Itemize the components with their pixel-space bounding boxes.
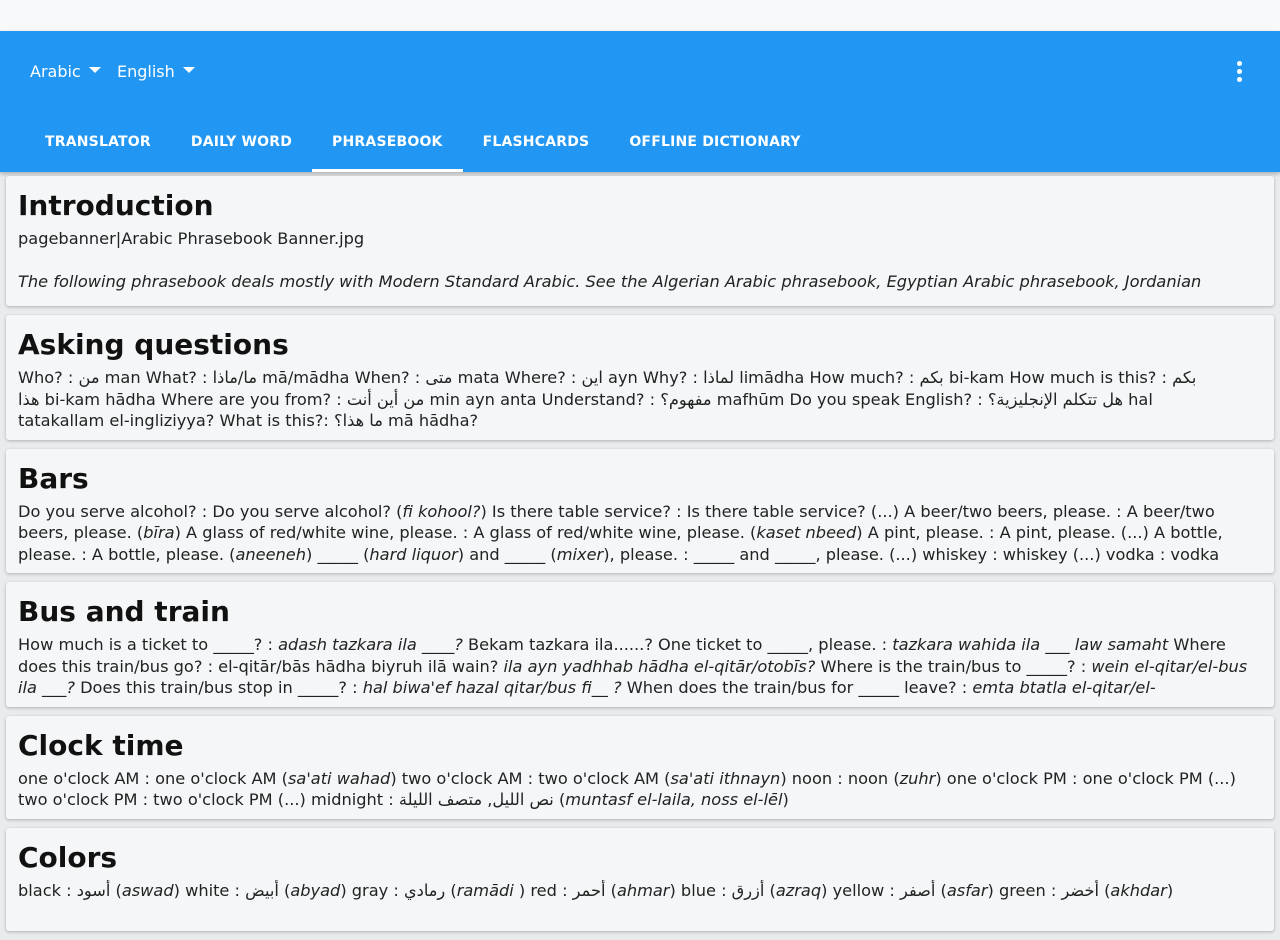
status-bar (0, 0, 1280, 31)
source-language-label: Arabic (30, 62, 81, 81)
section-body (18, 768, 1262, 811)
section-body (18, 634, 1262, 699)
section-title: Clock time (18, 728, 184, 762)
section-body (18, 228, 1262, 293)
section-text: ) red : أحمر ( (513, 880, 617, 900)
section-text: ), please. : _____ and _____, please. (...) whiskey : whiskey (...) vodka : vodka (603, 544, 1220, 564)
section-card-asking-questions[interactable] (6, 315, 1274, 440)
section-text: ) (1166, 880, 1174, 900)
section-card-clock-time[interactable] (6, 716, 1274, 819)
section-text: emta btatla el-qitar/el- (972, 678, 1156, 697)
section-text: one o'clock AM : one o'clock AM ( (18, 768, 288, 788)
section-text: sa'ati ithnayn (670, 768, 781, 788)
section-text: aswad (121, 880, 174, 900)
section-text: ) _____ ( (306, 544, 370, 564)
more-options-icon[interactable] (1228, 59, 1252, 85)
section-text: ) Is there table service? : Is there table service? (...) A beer/two beers, please. : A beer/two beers, please. ( (18, 501, 1215, 542)
section-text: ) blue : أزرق ( (669, 880, 776, 900)
section-text: ) two o'clock AM : two o'clock AM ( (390, 768, 671, 788)
section-card-colors[interactable] (6, 828, 1274, 931)
section-text: black : أسود ( (18, 880, 122, 900)
section-title: Bus and train (18, 595, 230, 628)
section-text: Does this train/bus stop in _____? : (74, 678, 363, 697)
section-text-line: pagebanner|Arabic Phrasebook Banner.jpg (18, 229, 365, 248)
section-text: ) (782, 790, 789, 809)
tab-daily-word[interactable]: DAILY WORD (190, 134, 293, 150)
section-text-line: هذا bi-kam hādha Where are you from? : من أين أنت min ayn anta Understand? : مفهوم؟ mafhūm Do you speak English? : هل تتكلم الإنجليزية؟ hal (18, 389, 1153, 409)
section-text: tazkara wahida ila ___ law samaht (892, 635, 1169, 654)
section-text: Bekam tazkara ila......? One ticket to _____, please. : (462, 635, 893, 654)
section-text: asfar (946, 880, 988, 900)
section-card-bars[interactable] (6, 449, 1274, 574)
section-title: Colors (18, 840, 118, 874)
section-card-introduction[interactable] (6, 176, 1274, 306)
source-language-dropdown[interactable] (30, 61, 101, 83)
section-text-line: tatakallam el-ingliziyya? What is this?: ما هذا؟ mā hādha? (18, 411, 479, 430)
section-text: zuhr (899, 768, 936, 788)
tab-phrasebook[interactable]: PHRASEBOOK (312, 121, 463, 172)
section-text: ahmar (616, 880, 670, 900)
section-title: Introduction (18, 189, 214, 222)
tab-flashcards[interactable]: FLASHCARDS (482, 134, 590, 150)
section-text: When does the train/bus for _____ leave? : (621, 678, 973, 697)
section-text: sa'ati wahad (287, 768, 391, 788)
app-bar (0, 31, 1280, 172)
section-text: How much is a ticket to _____? : (18, 635, 279, 654)
phrasebook-list (6, 176, 1274, 940)
tab-translator[interactable]: TRANSLATOR (45, 134, 151, 150)
section-text: aneeneh (235, 544, 307, 564)
section-text: ) yellow : أصفر ( (821, 880, 947, 900)
section-text: abyad (290, 880, 341, 900)
section-text: mixer (556, 544, 604, 564)
section-text: kaset nbeed (756, 523, 857, 542)
chevron-down-icon (183, 67, 195, 73)
section-text: ila ayn yadhhab hādha el-qitār/otobīs? (503, 656, 816, 676)
section-text: ramādi (456, 880, 514, 900)
chevron-down-icon (89, 67, 101, 73)
section-text: azraq (775, 880, 822, 900)
section-text: ) gray : رمادي ( (340, 880, 457, 900)
section-body (18, 367, 1262, 432)
section-text-line: The following phrasebook deals mostly with Modern Standard Arabic. See the Algerian Arabic phrasebook, Egyptian Arabic phrasebook, Jordanian (18, 272, 1202, 291)
section-text: muntasf el-laila, noss el-lēl (565, 790, 783, 809)
tab-offline-dictionary[interactable]: OFFLINE DICTIONARY (629, 134, 801, 150)
section-text: bīra (143, 523, 175, 542)
section-text: adash tazkara ila ____? (278, 635, 463, 654)
section-text: ) A pint, please. : A pint, please. (...) A bottle, please. : A bottle, please. ( (18, 523, 1223, 564)
section-text: hard liquor (369, 544, 458, 564)
section-card-bus-and-train[interactable] (6, 582, 1274, 707)
section-text-line: Who? : من man What? : ما/ماذا mā/mādha When? : متى mata Where? : اين ayn Why? : لماذا limādha How much? : بكم bi-kam How much is this? : بكم (18, 368, 1197, 387)
tab-bar (25, 121, 821, 172)
section-body (18, 501, 1262, 566)
target-language-dropdown[interactable] (117, 61, 195, 83)
target-language-label: English (117, 62, 175, 81)
section-text: Where does this train/bus go? : el-qitār/bās hādha biyruh ilā wain? (18, 635, 1226, 676)
section-text: Where is the train/bus to _____? : (815, 656, 1092, 676)
section-text: ) white : أبيض ( (173, 880, 291, 900)
section-text: hal biwa'ef hazal qitar/bus fi__ ? (362, 678, 622, 697)
section-text: wein el-qitar/el-bus ila ___? (18, 656, 1248, 697)
section-text: ) and _____ ( (457, 544, 557, 564)
section-body (18, 880, 1262, 923)
section-title: Bars (18, 461, 89, 495)
section-text: fi kohool? (402, 501, 481, 521)
section-title: Asking questions (18, 328, 289, 361)
section-text: ) A glass of red/white wine, please. : A glass of red/white wine, please. ( (174, 523, 757, 542)
section-text: akhdar (1110, 880, 1167, 900)
section-text: ) one o'clock PM : one o'clock PM (...) two o'clock PM : two o'clock PM (...) midnight : نص الليل, متصف الليلة ( (18, 768, 1236, 809)
section-text: Do you serve alcohol? : Do you serve alcohol? ( (18, 501, 403, 521)
section-text: ) noon : noon ( (780, 768, 900, 788)
section-text: ) green : أخضر ( (987, 880, 1111, 900)
